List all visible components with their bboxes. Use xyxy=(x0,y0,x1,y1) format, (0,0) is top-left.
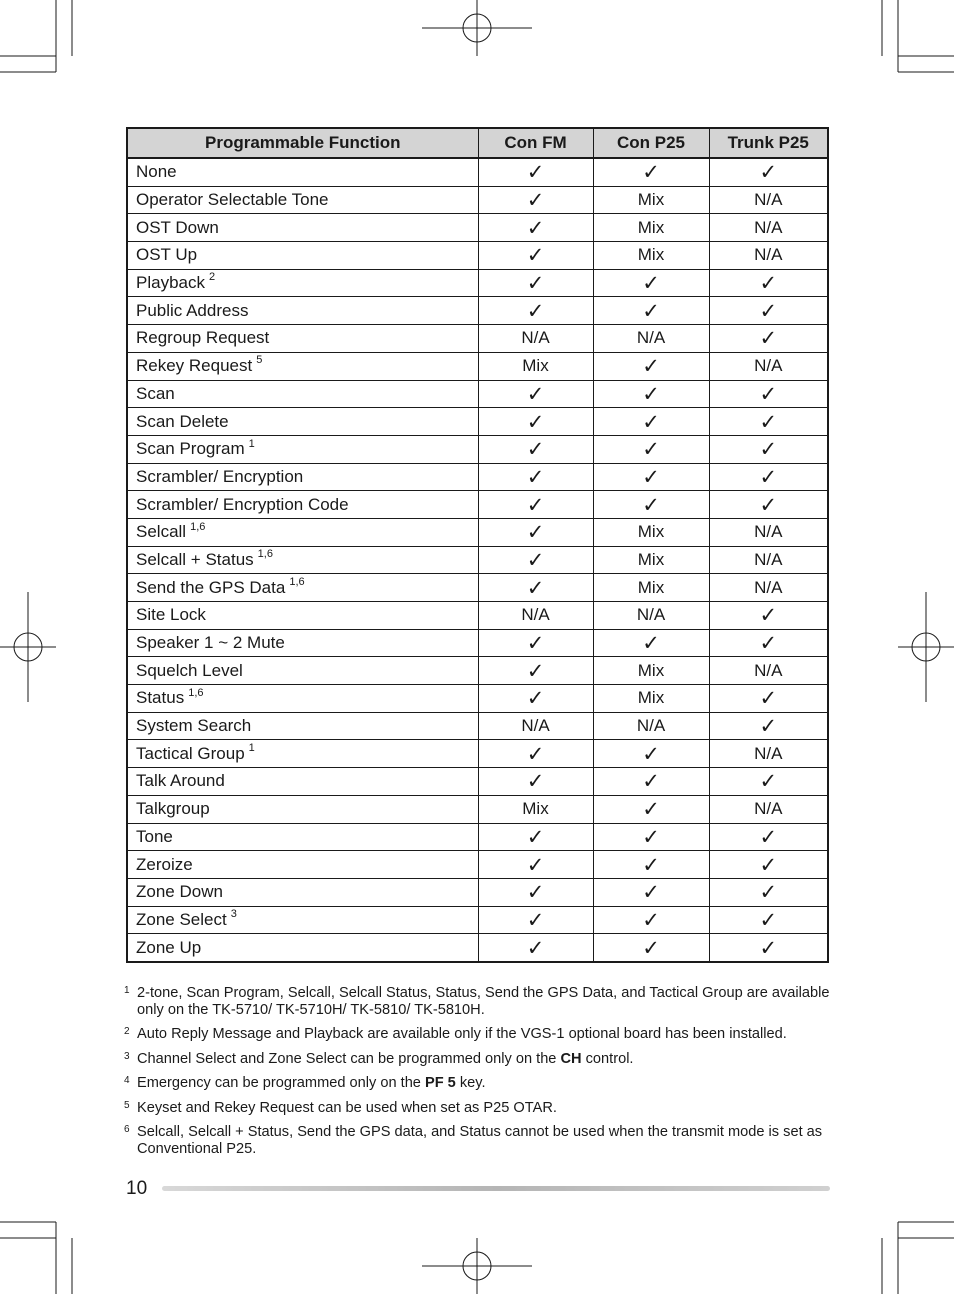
function-name-cell xyxy=(127,906,478,934)
table-row xyxy=(127,463,828,491)
programmable-function-table xyxy=(126,127,829,963)
function-name-cell xyxy=(127,269,478,297)
con-fm-cell: ✓ xyxy=(478,629,593,657)
function-name: OST Down xyxy=(136,217,219,237)
header-trunk-p25: Trunk P25 xyxy=(709,128,828,158)
con-p25-cell: Mix xyxy=(593,242,709,270)
footnote-text xyxy=(137,1051,830,1068)
table-row xyxy=(127,352,828,380)
con-fm-cell: ✓ xyxy=(478,546,593,574)
table-row xyxy=(127,712,828,740)
function-name: Zone Up xyxy=(136,937,202,957)
con-fm-cell: ✓ xyxy=(478,768,593,796)
footnote-text xyxy=(137,985,830,1018)
table-row xyxy=(127,851,828,879)
function-name-cell xyxy=(127,657,478,685)
table-row xyxy=(127,297,828,325)
footnote-ref: 1,6 xyxy=(257,548,273,561)
table-row xyxy=(127,768,828,796)
table-row xyxy=(127,325,828,353)
trunk-p25-cell: N/A xyxy=(709,546,828,574)
footnote-text-part: key. xyxy=(455,1075,486,1091)
function-name-cell xyxy=(127,186,478,214)
footnote xyxy=(124,1100,830,1117)
con-fm-cell: ✓ xyxy=(478,380,593,408)
footnote-ref: 2 xyxy=(208,271,216,284)
footnote-text xyxy=(137,1075,830,1092)
function-name-cell xyxy=(127,851,478,879)
con-fm-cell: Mix xyxy=(478,795,593,823)
con-p25-cell: N/A xyxy=(593,712,709,740)
con-p25-cell: ✓ xyxy=(593,878,709,906)
table-row xyxy=(127,878,828,906)
footnote-ref: 5 xyxy=(256,354,263,367)
function-name-cell xyxy=(127,435,478,463)
function-name-cell xyxy=(127,214,478,242)
function-name: Scrambler/ Encryption xyxy=(136,466,304,486)
function-name: Status xyxy=(136,688,185,708)
trunk-p25-cell: ✓ xyxy=(709,768,828,796)
trunk-p25-cell: N/A xyxy=(709,242,828,270)
trunk-p25-cell: ✓ xyxy=(709,325,828,353)
con-fm-cell: N/A xyxy=(478,602,593,630)
footnote xyxy=(124,1026,830,1043)
footnote-number: 3 xyxy=(124,1050,130,1062)
con-p25-cell: ✓ xyxy=(593,823,709,851)
table-row xyxy=(127,602,828,630)
function-name: Send the GPS Data xyxy=(136,577,286,597)
con-fm-cell: ✓ xyxy=(478,408,593,436)
trunk-p25-cell: ✓ xyxy=(709,158,828,186)
con-p25-cell: ✓ xyxy=(593,851,709,879)
function-name-cell xyxy=(127,242,478,270)
footnote-ref: 1,6 xyxy=(190,520,206,533)
con-fm-cell: ✓ xyxy=(478,906,593,934)
con-p25-cell: ✓ xyxy=(593,768,709,796)
con-p25-cell: N/A xyxy=(593,602,709,630)
con-p25-cell: ✓ xyxy=(593,408,709,436)
footnote-text-part: 2-tone, Scan Program, Selcall, Selcall Status, Status, Send the GPS Data, and Tactical Group are available only on the TK-5710/ TK-5710H/ TK-5810/ TK-5810H. xyxy=(137,985,830,1018)
footnote-text-part: control. xyxy=(581,1050,634,1067)
function-name: System Search xyxy=(136,716,252,736)
footnote-number: 4 xyxy=(124,1075,130,1086)
function-name-cell xyxy=(127,491,478,519)
function-name: Scrambler/ Encryption Code xyxy=(136,494,349,514)
trunk-p25-cell: N/A xyxy=(709,352,828,380)
con-fm-cell: ✓ xyxy=(478,463,593,491)
con-p25-cell: ✓ xyxy=(593,158,709,186)
function-name-cell xyxy=(127,463,478,491)
con-p25-cell: ✓ xyxy=(593,380,709,408)
function-name: Selcall + Status xyxy=(136,549,254,569)
con-fm-cell: N/A xyxy=(478,325,593,353)
function-name-cell xyxy=(127,712,478,740)
con-fm-cell: ✓ xyxy=(478,297,593,325)
trunk-p25-cell: ✓ xyxy=(709,491,828,519)
con-fm-cell: N/A xyxy=(478,712,593,740)
table-row xyxy=(127,491,828,519)
con-p25-cell: N/A xyxy=(593,325,709,353)
function-name-cell xyxy=(127,546,478,574)
function-name: Talk Around xyxy=(136,771,225,791)
table-row xyxy=(127,629,828,657)
trunk-p25-cell: N/A xyxy=(709,186,828,214)
con-fm-cell: ✓ xyxy=(478,269,593,297)
con-p25-cell: ✓ xyxy=(593,795,709,823)
function-name-cell xyxy=(127,408,478,436)
table-row xyxy=(127,823,828,851)
table-row xyxy=(127,740,828,768)
con-fm-cell: ✓ xyxy=(478,491,593,519)
page-number: 10 xyxy=(126,1178,148,1199)
footnote-text xyxy=(137,1124,830,1157)
con-p25-cell: ✓ xyxy=(593,491,709,519)
trunk-p25-cell: N/A xyxy=(709,795,828,823)
table-row xyxy=(127,795,828,823)
function-name: Scan Program xyxy=(136,439,245,459)
footnote-ref: 1,6 xyxy=(188,686,204,699)
page-footer-bar xyxy=(162,1186,830,1191)
function-name: Scan Delete xyxy=(136,411,229,431)
con-p25-cell: Mix xyxy=(593,546,709,574)
footnote xyxy=(124,985,830,1018)
con-p25-cell: ✓ xyxy=(593,269,709,297)
function-name-cell xyxy=(127,297,478,325)
footnote-ref: 1,6 xyxy=(289,575,305,588)
header-con-p25: Con P25 xyxy=(593,128,709,158)
function-name-cell xyxy=(127,158,478,186)
con-p25-cell: ✓ xyxy=(593,934,709,962)
function-name-cell xyxy=(127,574,478,602)
footnote-bold-term: CH xyxy=(560,1050,582,1067)
footnotes xyxy=(124,985,830,1165)
trunk-p25-cell: ✓ xyxy=(709,602,828,630)
table-row xyxy=(127,934,828,962)
footnote-bold-term: PF 5 xyxy=(424,1075,456,1091)
footnote-ref: 1 xyxy=(248,437,255,450)
trunk-p25-cell: ✓ xyxy=(709,685,828,713)
function-name-cell xyxy=(127,602,478,630)
footnote-text-part: Keyset and Rekey Request can be used when set as P25 OTAR. xyxy=(137,1099,557,1116)
trunk-p25-cell: ✓ xyxy=(709,435,828,463)
footnote-number: 1 xyxy=(124,985,130,996)
function-name-cell xyxy=(127,934,478,962)
con-fm-cell: ✓ xyxy=(478,657,593,685)
trunk-p25-cell: ✓ xyxy=(709,906,828,934)
trunk-p25-cell: N/A xyxy=(709,518,828,546)
function-name-cell xyxy=(127,380,478,408)
trunk-p25-cell: N/A xyxy=(709,657,828,685)
trunk-p25-cell: ✓ xyxy=(709,380,828,408)
function-name: Tone xyxy=(136,826,173,846)
con-fm-cell: ✓ xyxy=(478,214,593,242)
footnote xyxy=(124,1051,830,1068)
con-p25-cell: Mix xyxy=(593,657,709,685)
footnote xyxy=(124,1075,830,1092)
function-name: Talkgroup xyxy=(136,799,210,819)
table-row xyxy=(127,685,828,713)
con-p25-cell: ✓ xyxy=(593,740,709,768)
con-fm-cell: ✓ xyxy=(478,740,593,768)
function-name: OST Up xyxy=(136,245,198,265)
table-body xyxy=(127,158,828,962)
con-p25-cell: Mix xyxy=(593,518,709,546)
footnote-ref: 3 xyxy=(230,908,237,921)
con-fm-cell: ✓ xyxy=(478,158,593,186)
table-row xyxy=(127,380,828,408)
header-con-fm: Con FM xyxy=(478,128,593,158)
footnote-text-part: Auto Reply Message and Playback are available only if the VGS-1 optional board has been installed. xyxy=(137,1026,787,1042)
con-fm-cell: ✓ xyxy=(478,878,593,906)
con-p25-cell: Mix xyxy=(593,186,709,214)
con-p25-cell: ✓ xyxy=(593,463,709,491)
con-fm-cell: ✓ xyxy=(478,186,593,214)
function-name: Scan xyxy=(136,383,175,403)
con-p25-cell: ✓ xyxy=(593,629,709,657)
trunk-p25-cell: ✓ xyxy=(709,851,828,879)
function-name: Zeroize xyxy=(136,854,193,874)
function-name-cell xyxy=(127,795,478,823)
footnote-number: 5 xyxy=(124,1099,130,1111)
table-row xyxy=(127,408,828,436)
trunk-p25-cell: ✓ xyxy=(709,463,828,491)
con-fm-cell: ✓ xyxy=(478,934,593,962)
con-fm-cell: ✓ xyxy=(478,851,593,879)
con-p25-cell: ✓ xyxy=(593,352,709,380)
function-name: Regroup Request xyxy=(136,328,270,348)
con-p25-cell: ✓ xyxy=(593,906,709,934)
footnote-number: 2 xyxy=(124,1026,130,1037)
footnote xyxy=(124,1124,830,1157)
function-name: Operator Selectable Tone xyxy=(136,190,329,210)
trunk-p25-cell: ✓ xyxy=(709,408,828,436)
table-row xyxy=(127,186,828,214)
table-row xyxy=(127,435,828,463)
con-p25-cell: Mix xyxy=(593,685,709,713)
trunk-p25-cell: ✓ xyxy=(709,712,828,740)
table-row xyxy=(127,214,828,242)
trunk-p25-cell: N/A xyxy=(709,574,828,602)
table-row xyxy=(127,574,828,602)
table-row xyxy=(127,158,828,186)
con-p25-cell: Mix xyxy=(593,214,709,242)
footnote-text-part: Emergency can be programmed only on the xyxy=(137,1075,425,1091)
function-name-cell xyxy=(127,518,478,546)
table-row xyxy=(127,657,828,685)
footnote-ref: 1 xyxy=(248,742,255,755)
function-name-cell xyxy=(127,325,478,353)
function-name: Speaker 1 ~ 2 Mute xyxy=(136,633,285,653)
function-name-cell xyxy=(127,878,478,906)
function-name-cell xyxy=(127,768,478,796)
con-p25-cell: ✓ xyxy=(593,297,709,325)
trunk-p25-cell: ✓ xyxy=(709,823,828,851)
function-name: Rekey Request xyxy=(136,356,253,376)
trunk-p25-cell: ✓ xyxy=(709,878,828,906)
footnote-text xyxy=(137,1100,830,1117)
table-header-row xyxy=(127,128,828,158)
function-name: Selcall xyxy=(136,522,187,542)
function-name-cell xyxy=(127,685,478,713)
function-name: Public Address xyxy=(136,300,249,320)
function-name: Tactical Group xyxy=(136,743,245,763)
table-row xyxy=(127,546,828,574)
con-p25-cell: ✓ xyxy=(593,435,709,463)
con-fm-cell: ✓ xyxy=(478,518,593,546)
function-name-cell xyxy=(127,823,478,851)
function-name-cell xyxy=(127,352,478,380)
function-name: Zone Select xyxy=(136,909,227,929)
trunk-p25-cell: N/A xyxy=(709,740,828,768)
footnote-text-part: Selcall, Selcall + Status, Send the GPS data, and Status cannot be used when the transmit mode is set as Conventional P25. xyxy=(137,1124,823,1157)
table-row xyxy=(127,269,828,297)
function-name-cell xyxy=(127,740,478,768)
con-fm-cell: ✓ xyxy=(478,685,593,713)
footnote-text xyxy=(137,1026,830,1043)
con-p25-cell: Mix xyxy=(593,574,709,602)
con-fm-cell: Mix xyxy=(478,352,593,380)
con-fm-cell: ✓ xyxy=(478,435,593,463)
table-row xyxy=(127,518,828,546)
function-name: Playback xyxy=(136,273,205,293)
header-programmable-function: Programmable Function xyxy=(127,128,478,158)
con-fm-cell: ✓ xyxy=(478,823,593,851)
footnote-text-part: Channel Select and Zone Select can be programmed only on the xyxy=(137,1050,561,1067)
function-name: Squelch Level xyxy=(136,660,243,680)
trunk-p25-cell: ✓ xyxy=(709,934,828,962)
function-name-cell xyxy=(127,629,478,657)
footnote-number: 6 xyxy=(124,1124,130,1135)
trunk-p25-cell: ✓ xyxy=(709,629,828,657)
table-row xyxy=(127,906,828,934)
function-name: None xyxy=(136,162,177,182)
trunk-p25-cell: N/A xyxy=(709,214,828,242)
table-row xyxy=(127,242,828,270)
trunk-p25-cell: ✓ xyxy=(709,297,828,325)
con-fm-cell: ✓ xyxy=(478,574,593,602)
function-name: Site Lock xyxy=(136,605,206,625)
function-name: Zone Down xyxy=(136,882,223,902)
trunk-p25-cell: ✓ xyxy=(709,269,828,297)
con-fm-cell: ✓ xyxy=(478,242,593,270)
